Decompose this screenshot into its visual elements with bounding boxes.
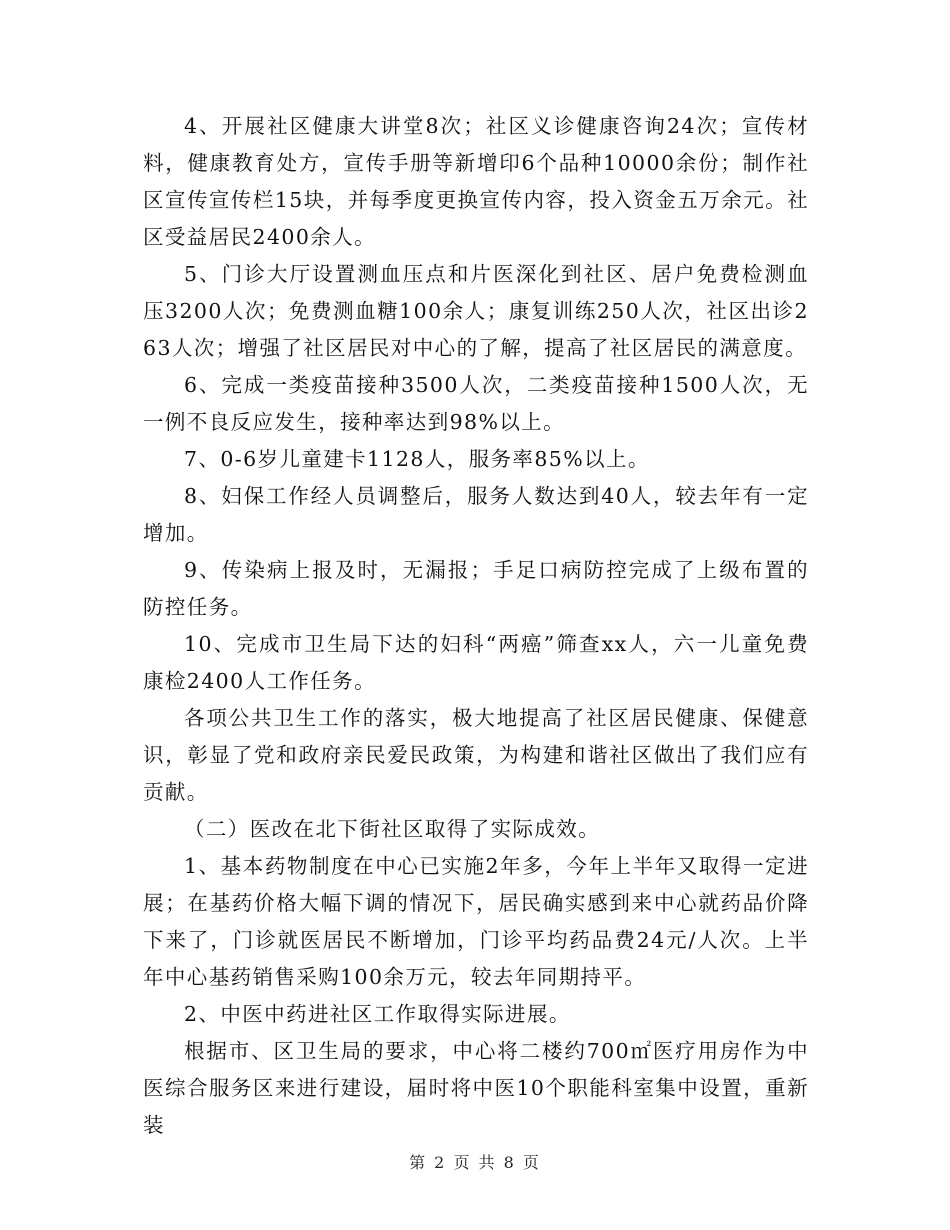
paragraph-item-4: 4、开展社区健康大讲堂8次；社区义诊健康咨询24次；宣传材料，健康教育处方，宣传手册等新增印6个品种10000余份；制作社区宣传宣传栏15块，并每季度更换宣传内容，投入资金五万余元。社区受益居民2400余人。 [143,114,809,249]
paragraph-item-5: 5、门诊大厅设置测血压点和片医深化到社区、居户免费检测血压3200人次；免费测血糖100余人；康复训练250人次，社区出诊263人次；增强了社区居民对中心的了解，提高了社区居民的满意度。 [143,262,809,360]
document-body [143,108,809,1144]
section-heading: （二）医改在北下街社区取得了实际成效。 [184,817,601,841]
paragraph-subitem-1: 1、基本药物制度在中心已实施2年多，今年上半年又取得一定进展；在基药价格大幅下调的情况下，居民确实感到来中心就药品价降下来了，门诊就医居民不断增加，门诊平均药品费24元/人次。上半年中心基药销售采购100余万元，较去年同期持平。 [143,854,809,989]
paragraph-item-9: 9、传染病上报及时，无漏报；手足口病防控完成了上级布置的防控任务。 [143,558,809,619]
paragraph-item-7: 7、0-6岁儿童建卡1128人，服务率85%以上。 [184,447,650,471]
paragraph-item-8: 8、妇保工作经人员调整后，服务人数达到40人，较去年有一定增加。 [143,484,809,545]
paragraph-item-6: 6、完成一类疫苗接种3500人次，二类疫苗接种1500人次，无一例不良反应发生，接种率达到98%以上。 [143,373,809,434]
page-footer: 第 2 页 共 8 页 [409,1153,541,1172]
paragraph-continuation: 根据市、区卫生局的要求，中心将二楼约700㎡医疗用房作为中医综合服务区来进行建设，届时将中医10个职能科室集中设置，重新装 [143,1039,809,1137]
paragraph-summary: 各项公共卫生工作的落实，极大地提高了社区居民健康、保健意识，彰显了党和政府亲民爱民政策，为构建和谐社区做出了我们应有贡献。 [143,706,809,804]
paragraph-subitem-2: 2、中医中药进社区工作取得实际进展。 [184,1002,571,1026]
paragraph-item-10: 10、完成市卫生局下达的妇科“两癌”筛查xx人，六一儿童免费康检2400人工作任务。 [143,632,809,693]
